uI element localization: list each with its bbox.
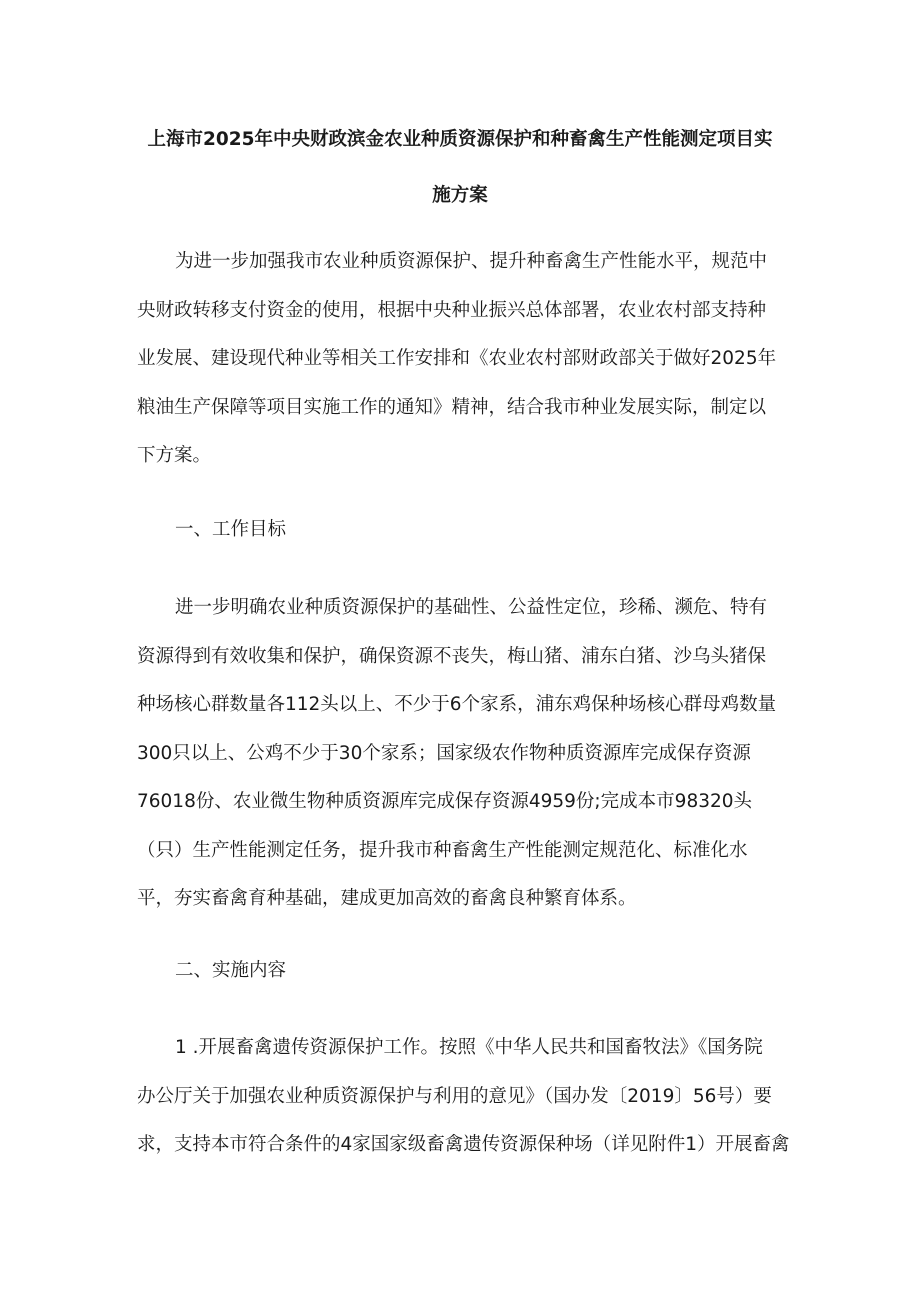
text-line: （只）生产性能测定任务，提升我市种畜禽生产性能测定规范化、标准化水 [137,839,748,861]
content-paragraph [137,1024,790,1170]
text-line: 资源得到有效收集和保护，确保资源不丧失，梅山猪、浦东白猪、沙乌头猪保 [137,645,767,667]
section-heading-goals: 一、工作目标 [175,519,287,540]
title-line: 上海市2025年中央财政滨金农业种质资源保护和种畜禽生产性能测定项目实 [147,129,773,150]
text-line: 为进一步加强我市农业种质资源保护、提升种畜禽生产性能水平，规范中 [175,251,768,272]
title-line: 施方案 [432,185,488,206]
section-heading-content: 二、实施内容 [175,960,287,981]
intro-paragraph [137,238,787,481]
text-line: 1 .开展畜禽遗传资源保护工作。按照《中华人民共和国畜牧法》《国务院 [175,1037,763,1058]
goals-paragraph [137,584,787,924]
document-title [130,112,790,224]
text-line: 业发展、建设现代种业等相关工作安排和《农业农村部财政部关于做好2025年 [137,348,777,369]
text-line: 平，夯实畜禽育种基础，建成更加高效的畜禽良种繁育体系。 [137,888,637,909]
text-line: 央财政转移支付资金的使用，根据中央种业振兴总体部署，农业农村部支持种 [137,299,767,321]
text-line: 粮油生产保障等项目实施工作的通知》精神，结合我市种业发展实际，制定以 [137,396,767,418]
text-line: 300只以上、公鸡不少于30个家系；国家级农作物种质资源库完成保存资源 [137,742,751,764]
text-line: 求，支持本市符合条件的4家国家级畜禽遗传资源保种场（详见附件1）开展畜禽 [137,1134,790,1155]
text-line: 进一步明确农业种质资源保护的基础性、公益性定位，珍稀、濒危、特有 [175,597,768,618]
text-line: 76018份、农业微生物种质资源库完成保存资源4959份;完成本市98320头 [137,791,753,812]
text-line: 下方案。 [137,445,212,466]
text-line: 种场核心群数量各112头以上、不少于6个家系，浦东鸡保种场核心群母鸡数量 [137,694,777,715]
text-line: 办公厅关于加强农业种质资源保护与利用的意见》（国办发〔2019〕56号）要 [137,1085,772,1107]
